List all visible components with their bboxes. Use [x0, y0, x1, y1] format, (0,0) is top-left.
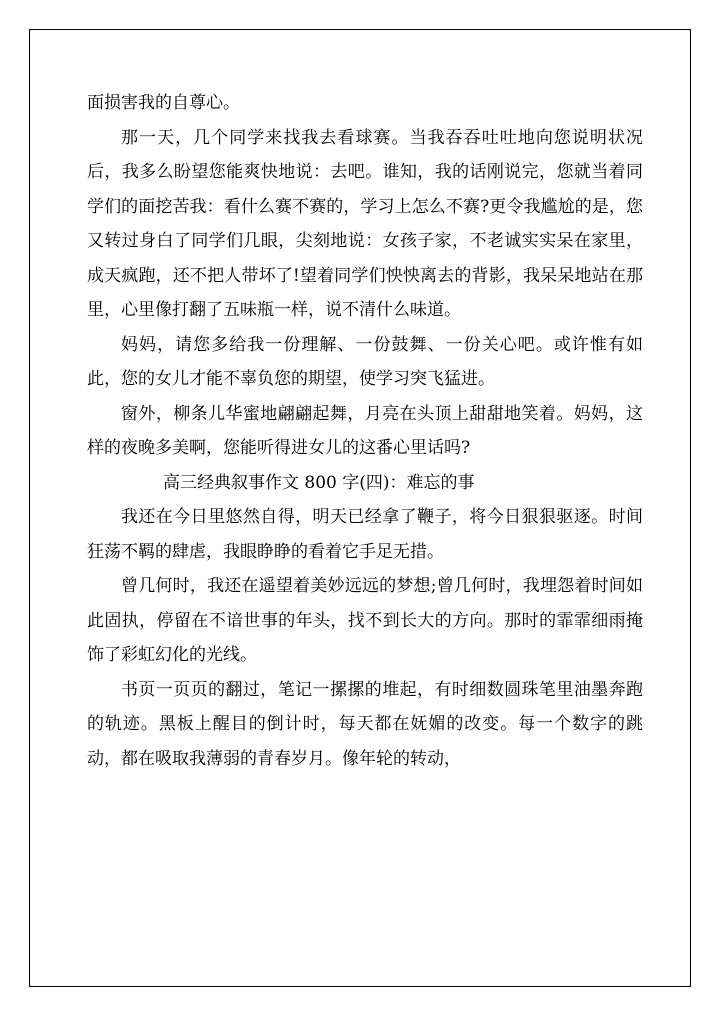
- paragraph-once-upon-a-time: 曾几何时，我还在遥望着美妙远远的梦想;曾几何时，我埋怨着时间如此固执，停留在不谙世事的年头，找不到长大的方向。那时的霏霏细雨掩饰了彩虹幻化的光线。: [87, 576, 643, 665]
- paragraph-night-scene: 窗外，柳条儿华蜜地翩翩起舞，月亮在头顶上甜甜地笑着。妈妈，这样的夜晚多美啊，您能听得进女儿的这番心里话吗?: [87, 403, 643, 458]
- document-body: [87, 86, 643, 776]
- paragraph-football-story: 那一天，几个同学来找我去看球赛。当我吞吞吐吐地向您说明状况后，我多么盼望您能爽快地说：去吧。谁知，我的话刚说完，您就当着同学们的面挖苦我：看什么赛不赛的，学习上怎么不赛?更令我尴尬的是，您又转过身白了同学们几眼，尖刻地说：女孩子家，不老诚实实呆在家里，成天疯跑，还不把人带坏了!望着同学们怏怏离去的背影，我呆呆地站在那里，心里像打翻了五味瓶一样，说不清什么味道。: [87, 127, 643, 320]
- section-heading: 高三经典叙事作文 800 字(四)：难忘的事: [163, 472, 475, 493]
- paragraph-plea-to-mother: 妈妈，请您多给我一份理解、一份鼓舞、一份关心吧。或许惟有如此，您的女儿才能不辜负您的期望，使学习突飞猛进。: [87, 334, 643, 389]
- paragraph-time-passing: 我还在今日里悠然自得，明天已经拿了鞭子，将今日狠狠驱逐。时间狂荡不羁的肆虐，我眼睁睁的看着它手足无措。: [87, 507, 643, 562]
- paragraph-continuation: 面损害我的自尊心。: [87, 93, 240, 113]
- paragraph-study-countdown: 书页一页页的翻过，笔记一摞摞的堆起，有时细数圆珠笔里油墨奔跑的轨迹。黑板上醒目的倒计时，每天都在妩媚的改变。每一个数字的跳动，都在吸取我薄弱的青春岁月。像年轮的转动，: [87, 679, 643, 769]
